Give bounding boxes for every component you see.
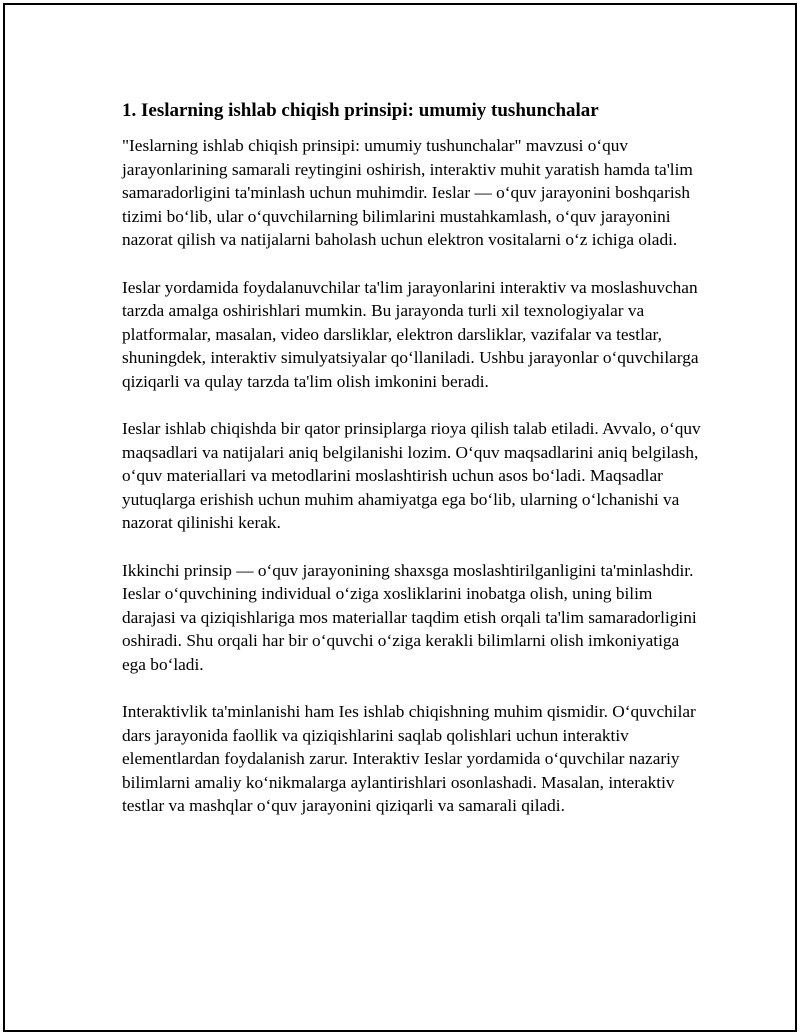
section-heading: 1. Ieslarning ishlab chiqish prinsipi: umumiy tushunchalar	[122, 100, 599, 121]
paragraph-1: "Ieslarning ishlab chiqish prinsipi: umumiy tushunchalar" mavzusi o‘quv jarayonlarining samarali reytingini oshirish, interaktiv muhit yaratish hamda ta'lim samaradorligini ta'minlash uchun muhimdir. Ieslar — o‘quv jarayonini boshqarish tizimi bo‘lib, ular o‘quvchilarning bilimlarini mustahkamlash, o‘quv jarayonini nazorat qilish va natijalarni baholash uchun elektron vositalarni o‘z ichiga oladi.	[122, 136, 693, 249]
paragraph-2: Ieslar yordamida foydalanuvchilar ta'lim jarayonlarini interaktiv va moslashuvchan tarzda amalga oshirishlari mumkin. Bu jarayonda turli xil texnologiyalar va platformalar, masalan, video darsliklar, elektron darsliklar, vazifalar va testlar, shuningdek, interaktiv simulyatsiyalar qo‘llaniladi. Ushbu jarayonlar o‘quvchilarga qiziqarli va qulay tarzda ta'lim olish imkonini beradi.	[122, 277, 699, 391]
paragraph-3: Ieslar ishlab chiqishda bir qator prinsiplarga rioya qilish talab etiladi. Avvalo, o‘quv maqsadlari va natijalari aniq belgilanishi lozim. O‘quv maqsadlarini aniq belgilash, o‘quv materiallari va metodlarini moslashtirish uchun asos bo‘ladi. Maqsadlar yutuqlarga erishish uchun muhim ahamiyatga ega bo‘lib, ularning o‘lchanishi va nazorat qilinishi kerak.	[122, 419, 701, 532]
page-frame	[3, 3, 797, 1032]
paragraph-4: Ikkinchi prinsip — o‘quv jarayonining shaxsga moslashtirilganligini ta'minlashdir. Ieslar o‘quvchining individual o‘ziga xosliklarini inobatga olish, uning bilim darajasi va qiziqishlariga mos materiallar taqdim etish orqali ta'lim samaradorligini oshiradi. Shu orqali har bir o‘quvchi o‘ziga kerakli bilimlarni olish imkoniyatiga ega bo‘ladi.	[122, 560, 697, 674]
paragraph-5: Interaktivlik ta'minlanishi ham Ies ishlab chiqishning muhim qismidir. O‘quvchilar dars jarayonida faollik va qiziqishlarini saqlab qolishlari uchun interaktiv elementlardan foydalanish zarur. Interaktiv Ieslar yordamida o‘quvchilar nazariy bilimlarni amaliy ko‘nikmalarga aylantirishlari osonlashadi. Masalan, interaktiv testlar va mashqlar o‘quv jarayonini qiziqarli va samarali qiladi.	[122, 702, 696, 815]
document-body	[122, 98, 702, 842]
